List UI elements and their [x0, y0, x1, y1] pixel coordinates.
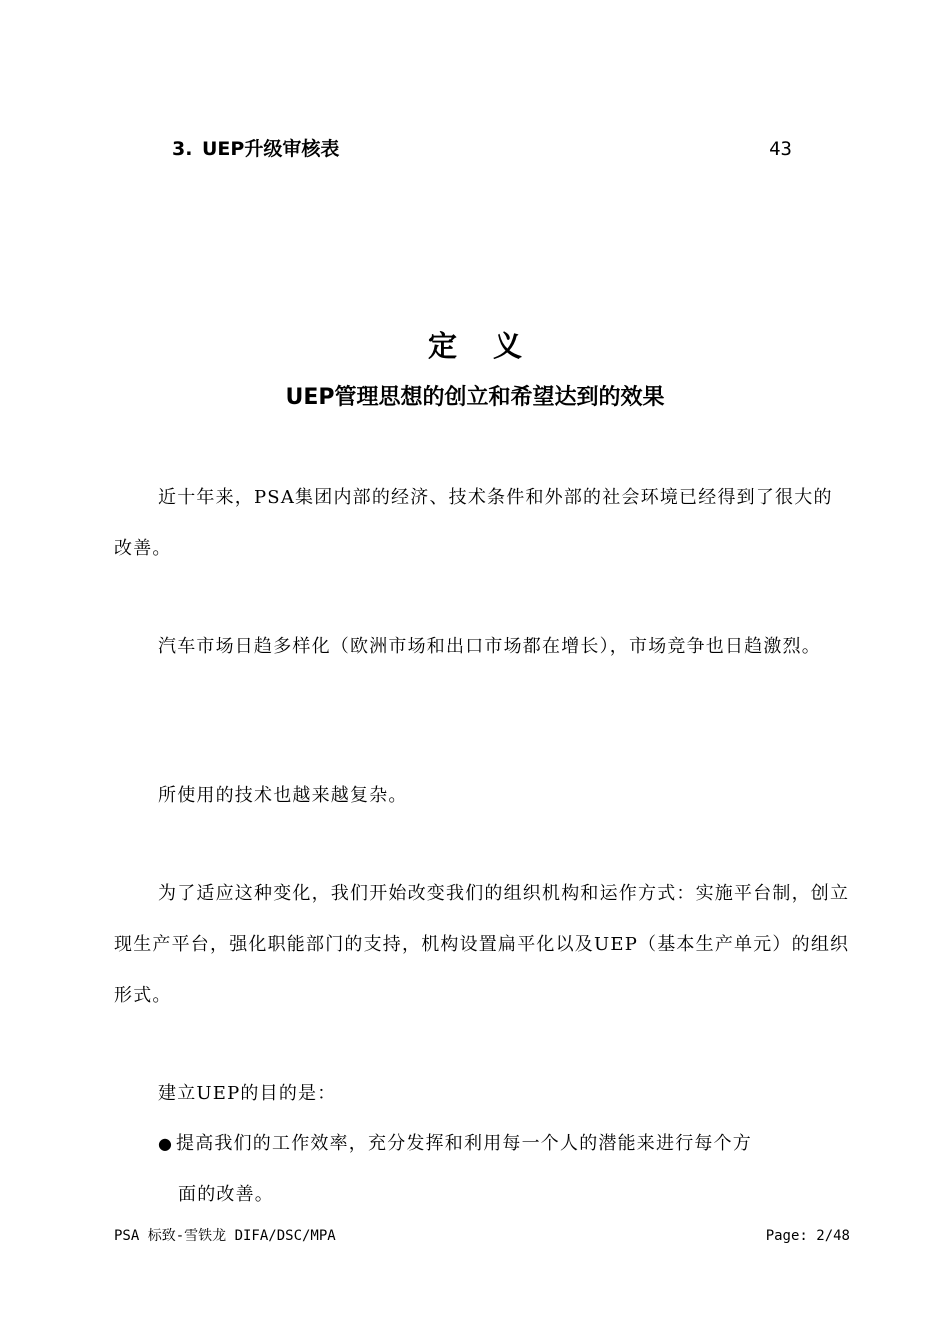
paragraph-5: 建立UEP的目的是：: [158, 1083, 337, 1104]
page-footer: [114, 1225, 850, 1247]
section-heading: 定义: [427, 329, 558, 363]
paragraph-3: 所使用的技术也越来越复杂。: [158, 785, 408, 806]
section-subheading: UEP管理思想的创立和希望达到的效果: [285, 385, 665, 410]
bullet-text-line2: 面的改善。: [178, 1184, 274, 1205]
toc-entry-page: 43: [769, 138, 792, 160]
paragraph-1: 近十年来，PSA集团内部的经济、技术条件和外部的社会环境已经得到了很大的改善。: [114, 487, 833, 559]
toc-entry-number: 3.: [172, 138, 193, 160]
footer-page-number: Page: 2/48: [765, 1228, 850, 1244]
paragraph-2: 汽车市场日趋多样化（欧洲市场和出口市场都在增长），市场竞争也日趋激烈。: [158, 636, 821, 657]
bullet-text-line1: 提高我们的工作效率，充分发挥和利用每一个人的潜能来进行每个方: [176, 1133, 752, 1154]
bullet-item: [158, 1118, 850, 1220]
toc-entry-title: UEP升级审核表: [202, 138, 340, 160]
footer-left-text: PSA 标致-雪铁龙 DIFA/DSC/MPA: [114, 1228, 336, 1244]
toc-entry[interactable]: [172, 134, 792, 164]
bullet-dot-icon: ●: [158, 1134, 174, 1153]
paragraph-4: 为了适应这种变化，我们开始改变我们的组织机构和运作方式：实施平台制，创立现生产平台，强化职能部门的支持，机构设置扁平化以及UEP（基本生产单元）的组织形式。: [114, 883, 850, 1006]
